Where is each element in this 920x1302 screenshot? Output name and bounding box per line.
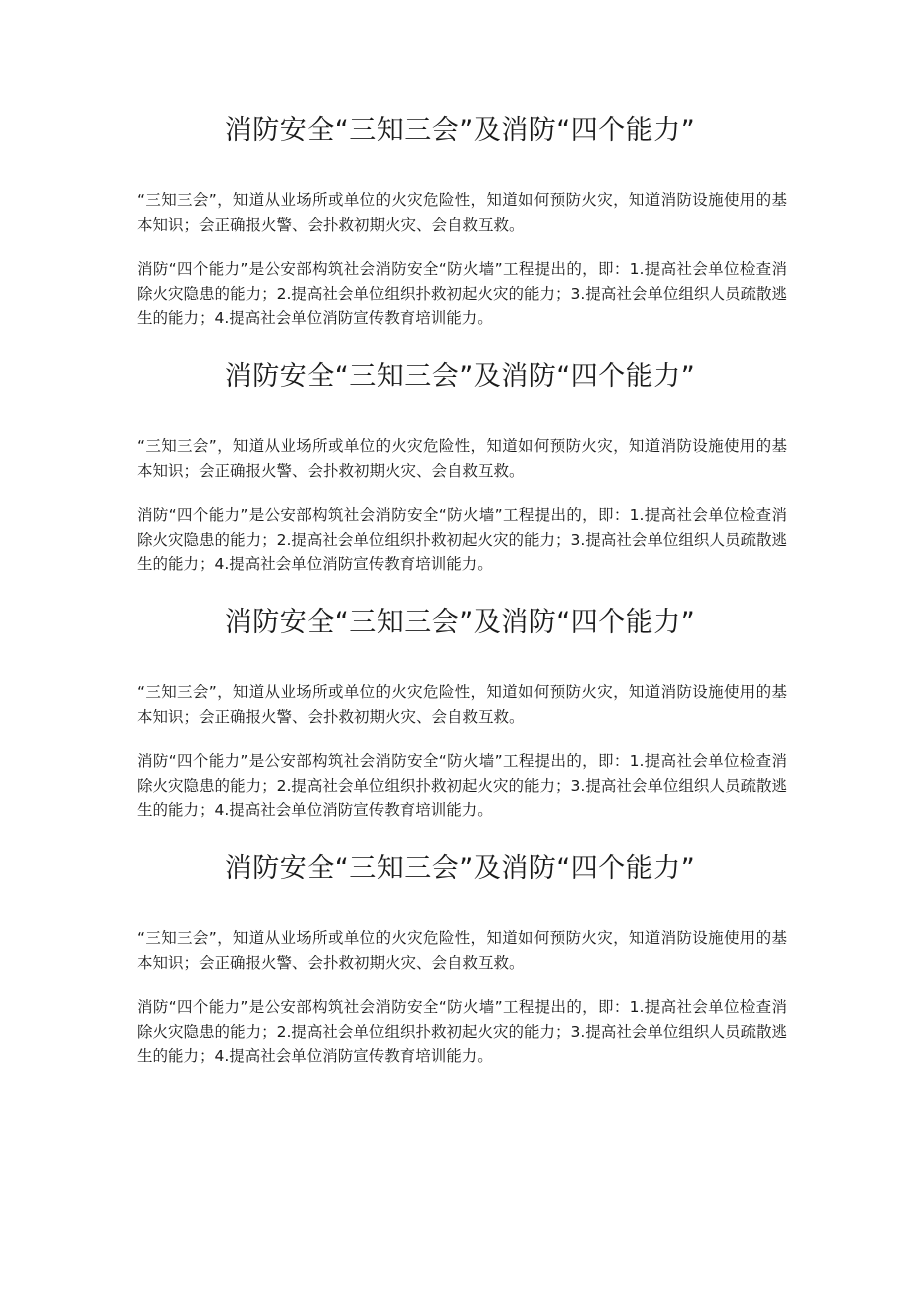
paragraph-four-abilities: 消防“四个能力”是公安部构筑社会消防安全“防火墙”工程提出的，即：1.提高社会单位检查消除火灾隐患的能力；2.提高社会单位组织扑救初起火灾的能力；3.提高社会单位组织人员疏散逃生的能力；4.提高社会单位消防宣传教育培训能力。 [137, 752, 787, 819]
paragraph-four-abilities: 消防“四个能力”是公安部构筑社会消防安全“防火墙”工程提出的，即：1.提高社会单位检查消除火灾隐患的能力；2.提高社会单位组织扑救初起火灾的能力；3.提高社会单位组织人员疏散逃生的能力；4.提高社会单位消防宣传教育培训能力。 [137, 998, 787, 1065]
paragraph-three-know-three-can: “三知三会”，知道从业场所或单位的火灾危险性，知道如何预防火灾，知道消防设施使用的基本知识；会正确报火警、会扑救初期火灾、会自救互救。 [137, 191, 787, 234]
paragraph-four-abilities: 消防“四个能力”是公安部构筑社会消防安全“防火墙”工程提出的，即：1.提高社会单位检查消除火灾隐患的能力；2.提高社会单位组织扑救初起火灾的能力；3.提高社会单位组织人员疏散逃生的能力；4.提高社会单位消防宣传教育培训能力。 [137, 260, 787, 327]
paragraph-three-know-three-can: “三知三会”，知道从业场所或单位的火灾危险性，知道如何预防火灾，知道消防设施使用的基本知识；会正确报火警、会扑救初期火灾、会自救互救。 [137, 683, 787, 726]
section-title: 消防安全“三知三会”及消防“四个能力” [224, 853, 696, 884]
section-title: 消防安全“三知三会”及消防“四个能力” [224, 607, 696, 638]
paragraph-three-know-three-can: “三知三会”，知道从业场所或单位的火灾危险性，知道如何预防火灾，知道消防设施使用的基本知识；会正确报火警、会扑救初期火灾、会自救互救。 [137, 437, 787, 480]
section-title: 消防安全“三知三会”及消防“四个能力” [224, 115, 696, 146]
paragraph-four-abilities: 消防“四个能力”是公安部构筑社会消防安全“防火墙”工程提出的，即：1.提高社会单位检查消除火灾隐患的能力；2.提高社会单位组织扑救初起火灾的能力；3.提高社会单位组织人员疏散逃生的能力；4.提高社会单位消防宣传教育培训能力。 [137, 506, 787, 573]
paragraph-three-know-three-can: “三知三会”，知道从业场所或单位的火灾危险性，知道如何预防火灾，知道消防设施使用的基本知识；会正确报火警、会扑救初期火灾、会自救互救。 [137, 929, 787, 972]
section-title: 消防安全“三知三会”及消防“四个能力” [224, 361, 696, 392]
